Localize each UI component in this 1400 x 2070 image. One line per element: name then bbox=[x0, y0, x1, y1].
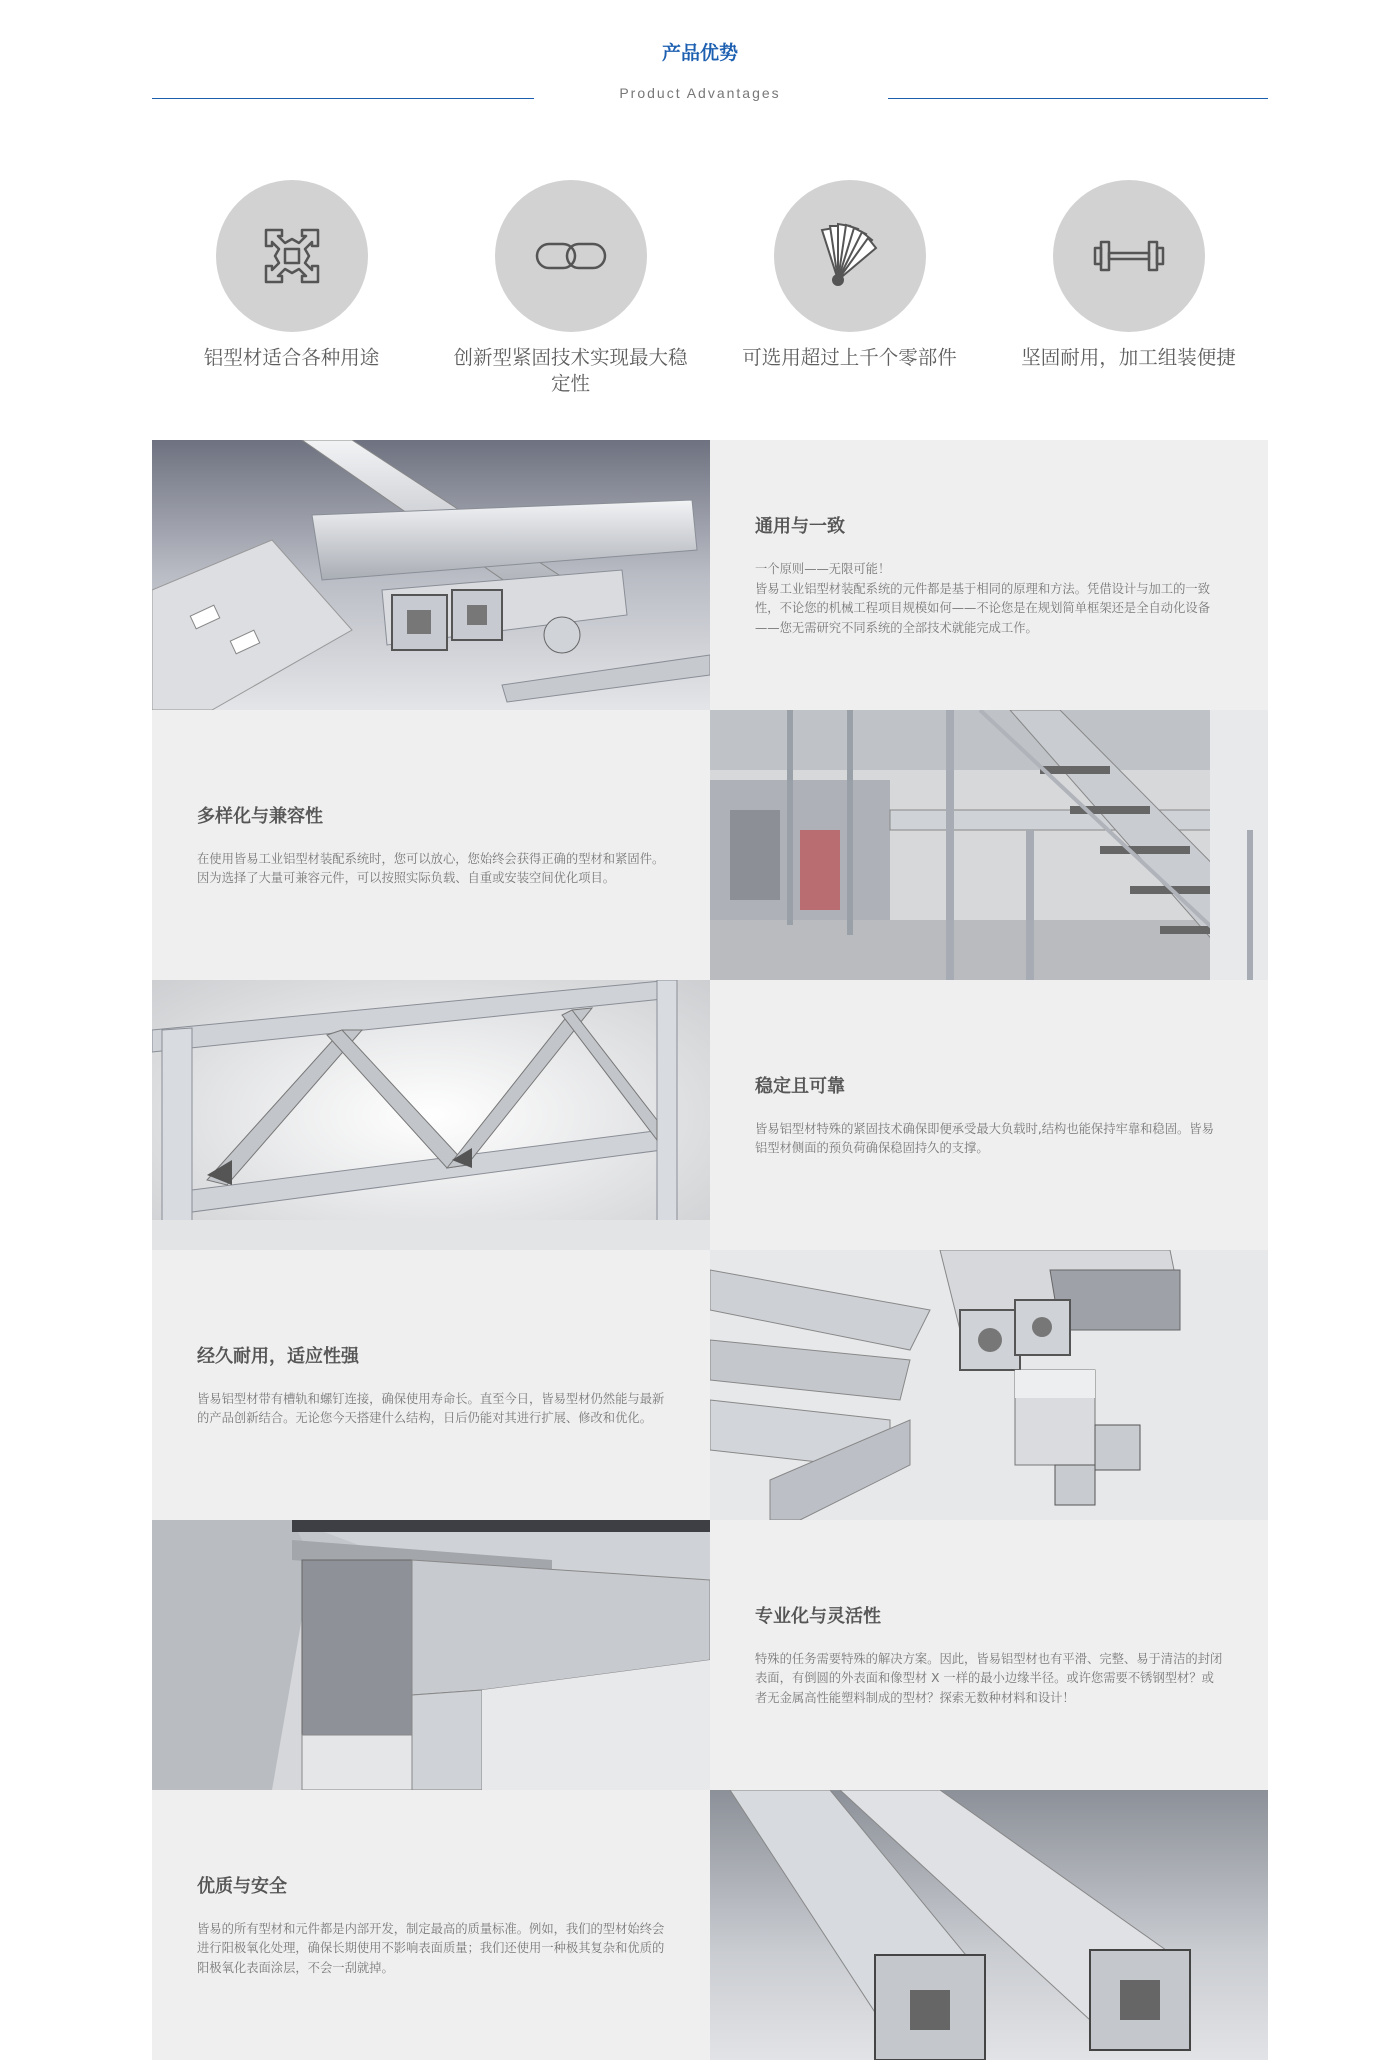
feature-title: 专业化与灵活性 bbox=[755, 1605, 881, 1627]
advantage-icon-circle bbox=[774, 180, 926, 332]
advantage-item bbox=[431, 180, 710, 397]
fan-catalog-icon bbox=[810, 216, 890, 296]
advantage-icon-circle bbox=[495, 180, 647, 332]
feature-row bbox=[152, 710, 1268, 980]
feature-title: 优质与安全 bbox=[197, 1875, 287, 1897]
feature-row bbox=[152, 1790, 1268, 2060]
advantage-label: 坚固耐用，加工组装便捷 bbox=[1021, 346, 1236, 369]
features-grid bbox=[152, 440, 1268, 2060]
feature-title: 多样化与兼容性 bbox=[197, 805, 323, 827]
section-title: 产品优势 bbox=[661, 42, 738, 64]
feature-description: 皆易的所有型材和元件都是内部开发，制定最高的质量标准。例如，我们的型材始终会进行阳极氧化处理，确保长期使用不影响表面质量；我们还使用一种极其复杂和优质的阳极氧化表面涂层，不会一刮就掉。 bbox=[197, 1921, 665, 1975]
feature-text-panel bbox=[710, 980, 1268, 1250]
staircase-platform-photo bbox=[710, 710, 1268, 980]
feature-description: 一个原则——无限可能！ 皆易工业铝型材装配系统的元件都是基于相同的原理和方法。凭借设计与加工的一致性，不论您的机械工程项目规模如何——不论您是在规划简单框架还是全自动化设备——您无需研究不同系统的全部技术就能完成工作。 bbox=[755, 562, 1210, 635]
corner-joint-photo bbox=[152, 1520, 710, 1790]
advantage-item bbox=[710, 180, 989, 371]
feature-title: 经久耐用，适应性强 bbox=[197, 1345, 359, 1367]
advantage-item bbox=[152, 180, 431, 371]
feature-description: 在使用皆易工业铝型材装配系统时，您可以放心，您始终会获得正确的型材和紧固件。因为选择了大量可兼容元件，可以按照实际负载、自重或安装空间优化项目。 bbox=[197, 851, 665, 885]
feature-row bbox=[152, 980, 1268, 1250]
advantage-icon-circle bbox=[216, 180, 368, 332]
feature-row bbox=[152, 1520, 1268, 1790]
feature-title: 稳定且可靠 bbox=[755, 1075, 845, 1097]
feature-text-panel bbox=[152, 1790, 710, 2060]
advantage-item bbox=[989, 180, 1268, 371]
feature-row bbox=[152, 1250, 1268, 1520]
feature-row bbox=[152, 440, 1268, 710]
advantages-row bbox=[152, 180, 1268, 410]
aluminum-profile-icon bbox=[252, 216, 332, 296]
truss-frame-photo bbox=[152, 980, 710, 1250]
chain-link-icon bbox=[531, 216, 611, 296]
feature-description: 特殊的任务需要特殊的解决方案。因此，皆易铝型材也有平滑、完整、易于清洁的封闭表面，有倒圆的外表面和像型材 X 一样的最小边缘半径。或许您需要不锈钢型材？或者无金属高性能塑料制成的型材？探索无数种材料和设计！ bbox=[755, 1651, 1223, 1705]
advantage-label: 创新型紧固技术实现最大稳定性 bbox=[453, 346, 688, 395]
profile-sections-photo bbox=[710, 1250, 1268, 1520]
feature-description: 皆易铝型材带有槽轨和螺钉连接，确保使用寿命长。直至今日，皆易型材仍然能与最新的产品创新结合。无论您今天搭建什么结构，日后仍能对其进行扩展、修改和优化。 bbox=[197, 1391, 665, 1425]
header-divider-right bbox=[888, 98, 1268, 99]
feature-description: 皆易铝型材特殊的紧固技术确保即便承受最大负载时,结构也能保持牢靠和稳固。皆易铝型材侧面的预负荷确保稳固持久的支撑。 bbox=[755, 1121, 1214, 1155]
advantage-label: 可选用超过上千个零部件 bbox=[742, 346, 957, 369]
feature-text-panel bbox=[152, 710, 710, 980]
section-subtitle: Product Advantages bbox=[619, 85, 781, 101]
dumbbell-icon bbox=[1089, 216, 1169, 296]
feature-text-panel bbox=[710, 440, 1268, 710]
feature-title: 通用与一致 bbox=[755, 516, 845, 537]
profiles-bundle-photo bbox=[152, 440, 710, 710]
section-header bbox=[0, 0, 1400, 120]
advantage-icon-circle bbox=[1053, 180, 1205, 332]
profile-closeup-photo bbox=[710, 1790, 1268, 2060]
feature-text-panel bbox=[710, 1520, 1268, 1790]
feature-text-panel bbox=[152, 1250, 710, 1520]
advantage-label: 铝型材适合各种用途 bbox=[203, 346, 380, 369]
